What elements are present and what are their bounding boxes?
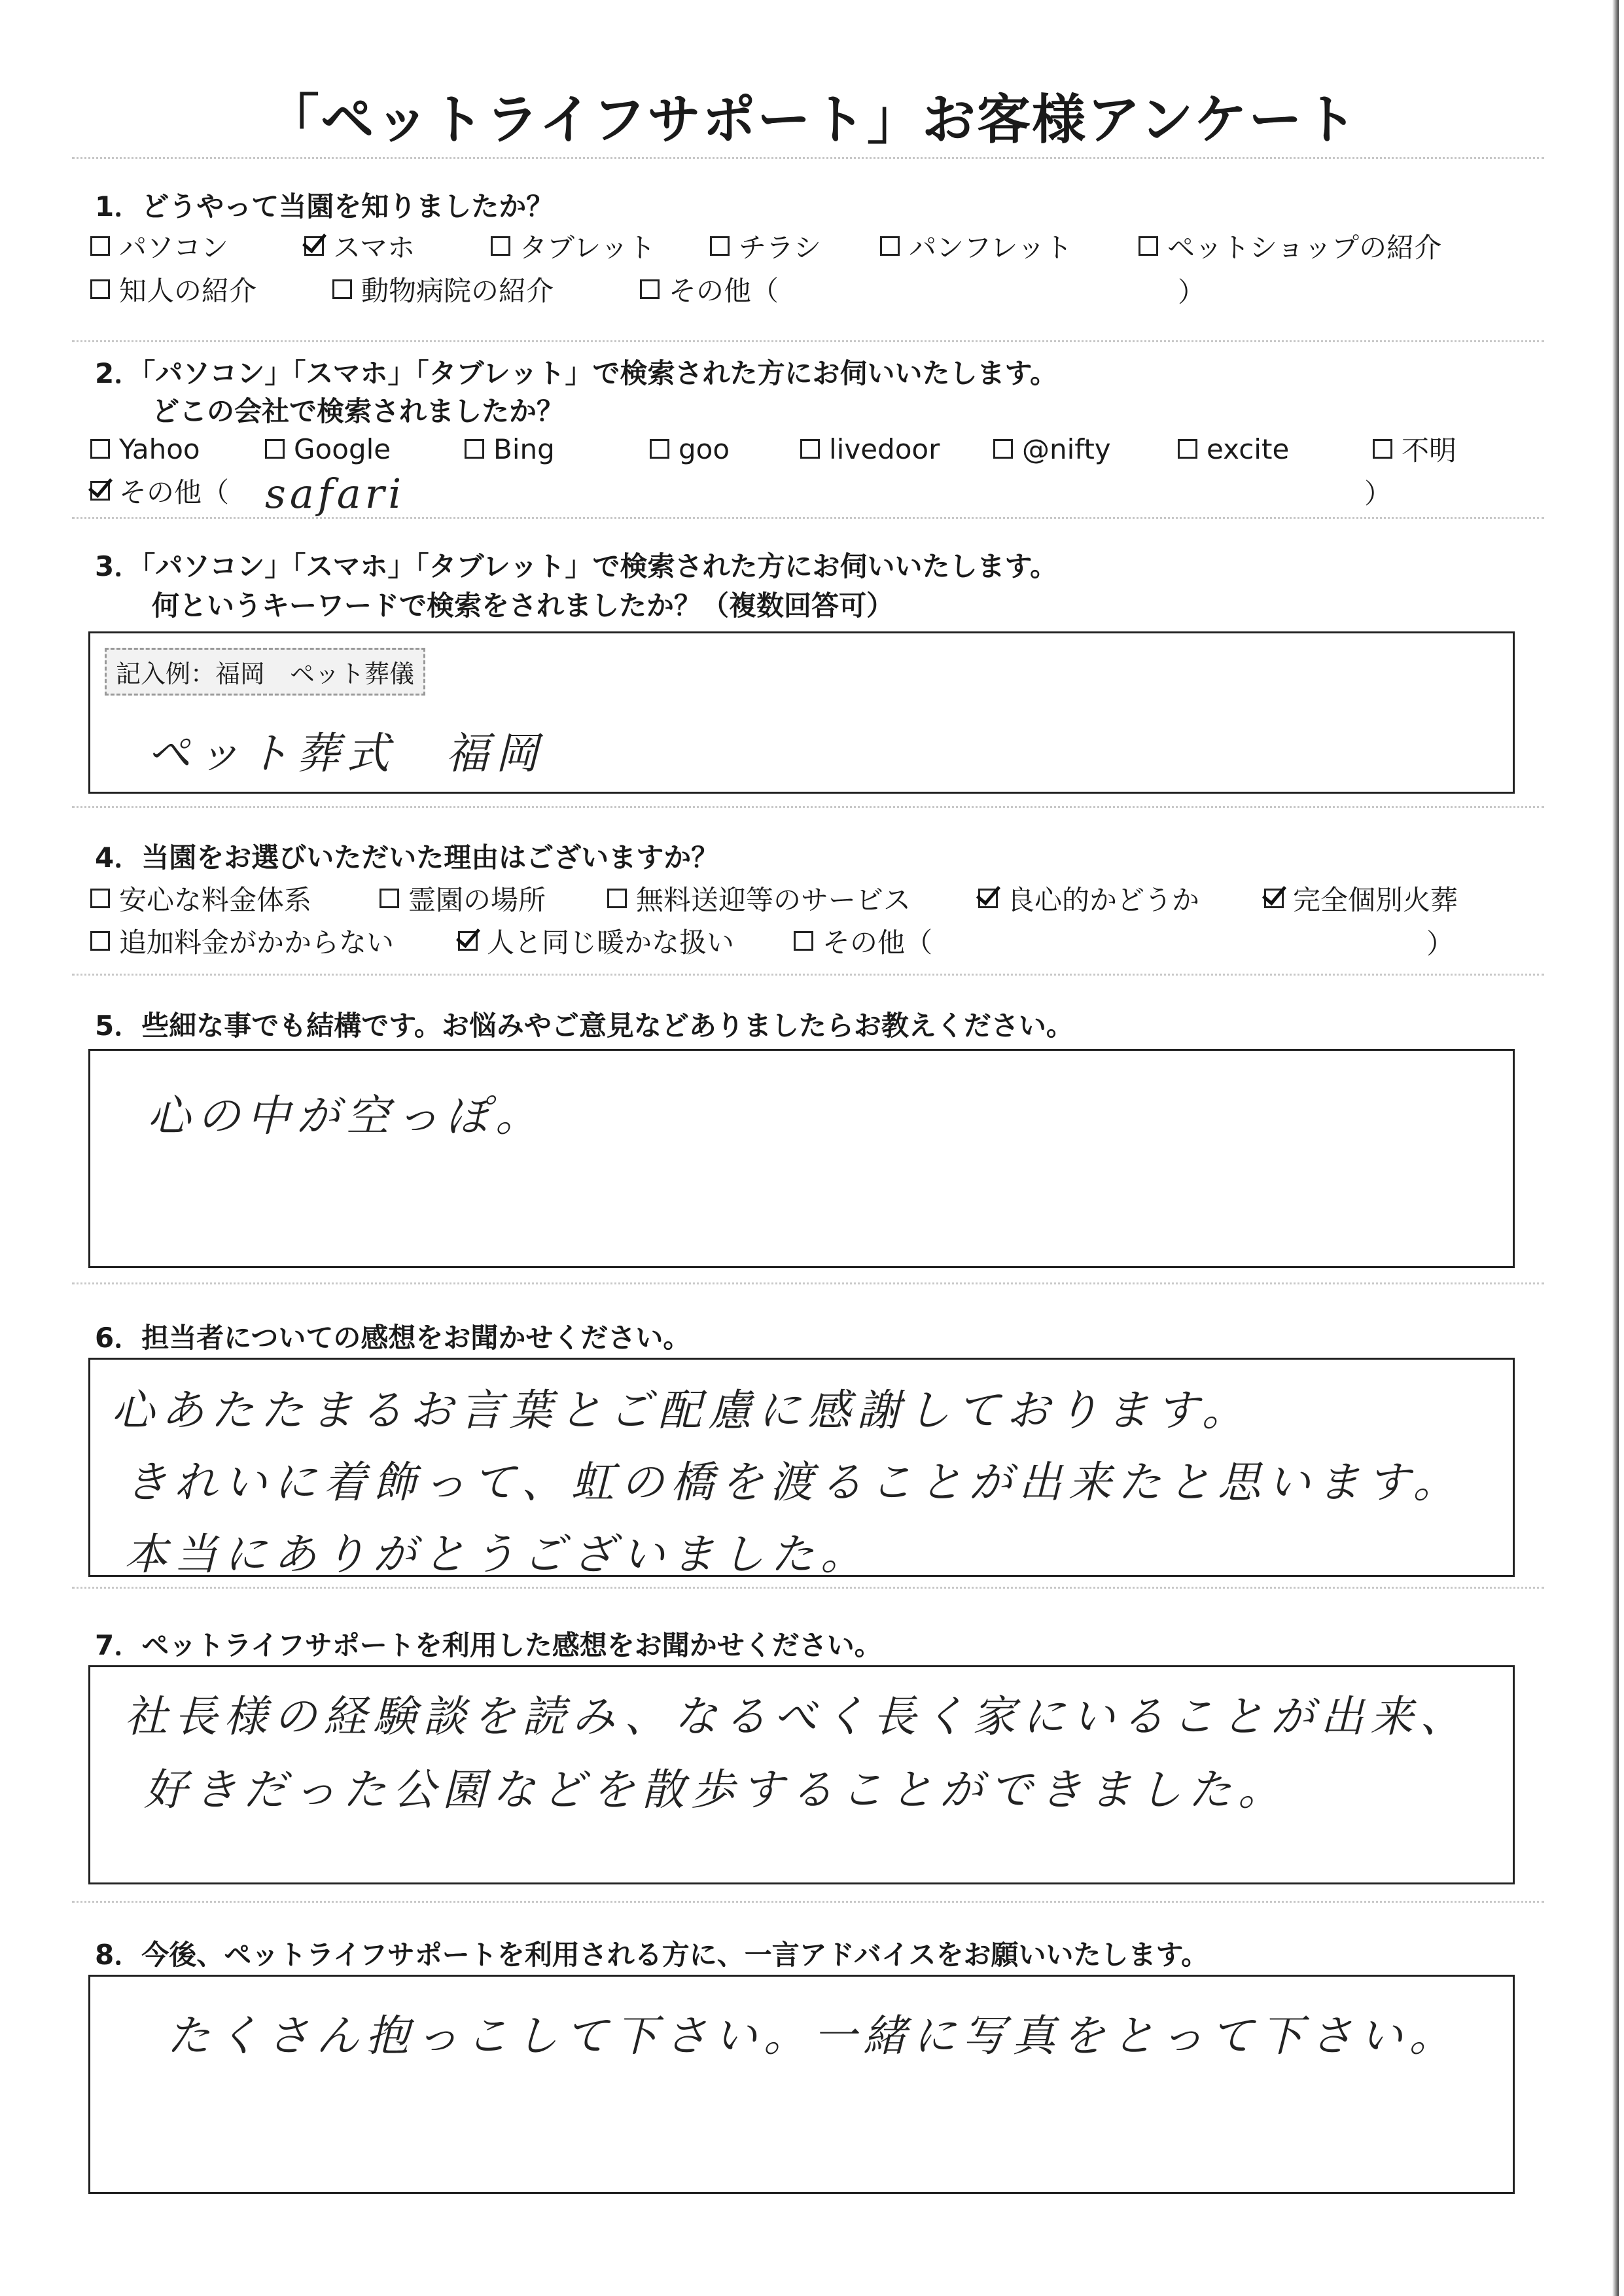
q5-handwritten-line: 心の中が空っぽ。 — [147, 1091, 545, 1141]
checkbox-checked[interactable] — [304, 236, 324, 256]
q4-option-warm-treatment[interactable]: 人と同じ暖かな扱い — [458, 923, 734, 959]
q3-example-label: 記入例：福岡 ペット葬儀 — [105, 648, 425, 696]
checkbox[interactable] — [607, 889, 627, 908]
q1-option-pamphlet[interactable]: パンフレット — [880, 228, 1072, 264]
question-6: 6．担当者についての感想をお聞かせください。 — [95, 1322, 691, 1354]
divider — [72, 517, 1544, 519]
checkbox[interactable] — [90, 889, 110, 908]
checkbox[interactable] — [465, 439, 484, 459]
divider — [72, 1587, 1544, 1589]
q4-option-no-extra-fee[interactable]: 追加料金がかからない — [90, 923, 394, 959]
q7-handwritten-line: 好きだった公園などを散歩することができました。 — [144, 1765, 1288, 1815]
q1-option-petshop[interactable]: ペットショップの紹介 — [1139, 228, 1441, 264]
divider — [72, 1901, 1544, 1903]
divider — [72, 340, 1544, 342]
checkbox-checked[interactable] — [1264, 889, 1284, 908]
checkbox[interactable] — [265, 439, 285, 459]
q1-option-friend[interactable]: 知人の紹介 — [90, 271, 256, 308]
q3-handwritten-answer: ペット葬式 福岡 — [147, 728, 545, 779]
question-8: 8．今後、ペットライフサポートを利用される方に、一言アドバイスをお願いいたします。 — [95, 1939, 1209, 1971]
checkbox[interactable] — [90, 236, 110, 256]
q1-option-other[interactable]: その他（ — [640, 271, 779, 308]
q2-option-nifty[interactable]: @nifty — [993, 431, 1111, 467]
question-3-line2: 何というキーワードで検索をされましたか？（複数回答可） — [152, 590, 894, 622]
q4-option-individual-cremation[interactable]: 完全個別火葬 — [1264, 880, 1458, 917]
q4-option-price[interactable]: 安心な料金体系 — [90, 880, 311, 917]
checkbox[interactable] — [1139, 236, 1158, 256]
q1-option-flyer[interactable]: チラシ — [710, 228, 821, 264]
q2-option-yahoo[interactable]: Yahoo — [90, 431, 200, 467]
question-5: 5．些細な事でも結構です。お悩みやご意見などありましたらお教えください。 — [95, 1010, 1074, 1042]
checkbox[interactable] — [491, 236, 510, 256]
q1-option-tablet[interactable]: タブレット — [491, 228, 656, 264]
q4-close-paren: ） — [1426, 928, 1455, 960]
q2-option-unknown[interactable]: 不明 — [1373, 431, 1456, 467]
q1-option-vet[interactable]: 動物病院の紹介 — [332, 271, 554, 308]
question-2-line1: 2．「パソコン」「スマホ」「タブレット」で検索された方にお伺いいたします。 — [95, 357, 1058, 389]
q8-handwritten-line: たくさん抱っこして下さい。一緒に写真をとって下さい。 — [167, 2011, 1459, 2061]
question-3-line1: 3．「パソコン」「スマホ」「タブレット」で検索された方にお伺いいたします。 — [95, 550, 1058, 582]
q4-option-other[interactable]: その他（ — [794, 923, 932, 959]
checkbox[interactable] — [640, 279, 660, 299]
q6-handwritten-line: きれいに着飾って、虹の橋を渡ることが出来たと思います。 — [124, 1457, 1463, 1508]
checkbox-checked[interactable] — [978, 889, 998, 908]
divider — [72, 806, 1544, 808]
q1-option-smartphone[interactable]: スマホ — [304, 228, 415, 264]
q2-option-google[interactable]: Google — [265, 431, 391, 467]
checkbox-checked[interactable] — [90, 481, 110, 501]
q2-option-goo[interactable]: goo — [650, 431, 730, 467]
checkbox[interactable] — [800, 439, 820, 459]
q2-option-livedoor[interactable]: livedoor — [800, 431, 940, 467]
checkbox[interactable] — [90, 279, 110, 299]
checkbox[interactable] — [710, 236, 730, 256]
q4-option-conscientious[interactable]: 良心的かどうか — [978, 880, 1199, 917]
checkbox[interactable] — [332, 279, 352, 299]
q1-close-paren: ） — [1178, 276, 1206, 308]
q4-option-transport[interactable]: 無料送迎等のサービス — [607, 880, 911, 917]
checkbox[interactable] — [1373, 439, 1392, 459]
question-1: 1．どうやって当園を知りましたか？ — [95, 190, 554, 222]
checkbox[interactable] — [1178, 439, 1197, 459]
q1-option-pc[interactable]: パソコン — [90, 228, 228, 264]
q7-handwritten-line: 社長様の経験談を読み、なるべく長く家にいることが出来、 — [124, 1691, 1470, 1742]
q6-handwritten-line: 心あたたまるお言葉とご配慮に感謝しております。 — [111, 1385, 1252, 1436]
checkbox[interactable] — [380, 889, 399, 908]
q2-other-handwritten: safari — [265, 470, 406, 518]
checkbox[interactable] — [650, 439, 669, 459]
checkbox[interactable] — [794, 931, 813, 951]
q2-option-other[interactable]: その他（ — [90, 472, 229, 509]
divider — [72, 157, 1544, 159]
q2-close-paren: ） — [1364, 478, 1392, 510]
checkbox[interactable] — [880, 236, 900, 256]
scan-edge-shadow — [1612, 0, 1619, 2296]
q6-handwritten-line: 本当にありがとうございました。 — [124, 1529, 870, 1580]
divider — [72, 1282, 1544, 1284]
checkbox[interactable] — [90, 931, 110, 951]
q4-option-location[interactable]: 霊園の場所 — [380, 880, 546, 917]
divider — [72, 974, 1544, 976]
checkbox[interactable] — [993, 439, 1013, 459]
q2-option-bing[interactable]: Bing — [465, 431, 555, 467]
q2-option-excite[interactable]: excite — [1178, 431, 1289, 467]
page-title: 「ペットライフサポート」お客様アンケート — [265, 89, 1359, 151]
question-4: 4．当園をお選びいただいた理由はございますか？ — [95, 841, 719, 874]
checkbox-checked[interactable] — [458, 931, 478, 951]
checkbox[interactable] — [90, 439, 110, 459]
question-7: 7．ペットライフサポートを利用した感想をお聞かせください。 — [95, 1629, 882, 1661]
question-2-line2: どこの会社で検索されましたか？ — [152, 395, 565, 427]
